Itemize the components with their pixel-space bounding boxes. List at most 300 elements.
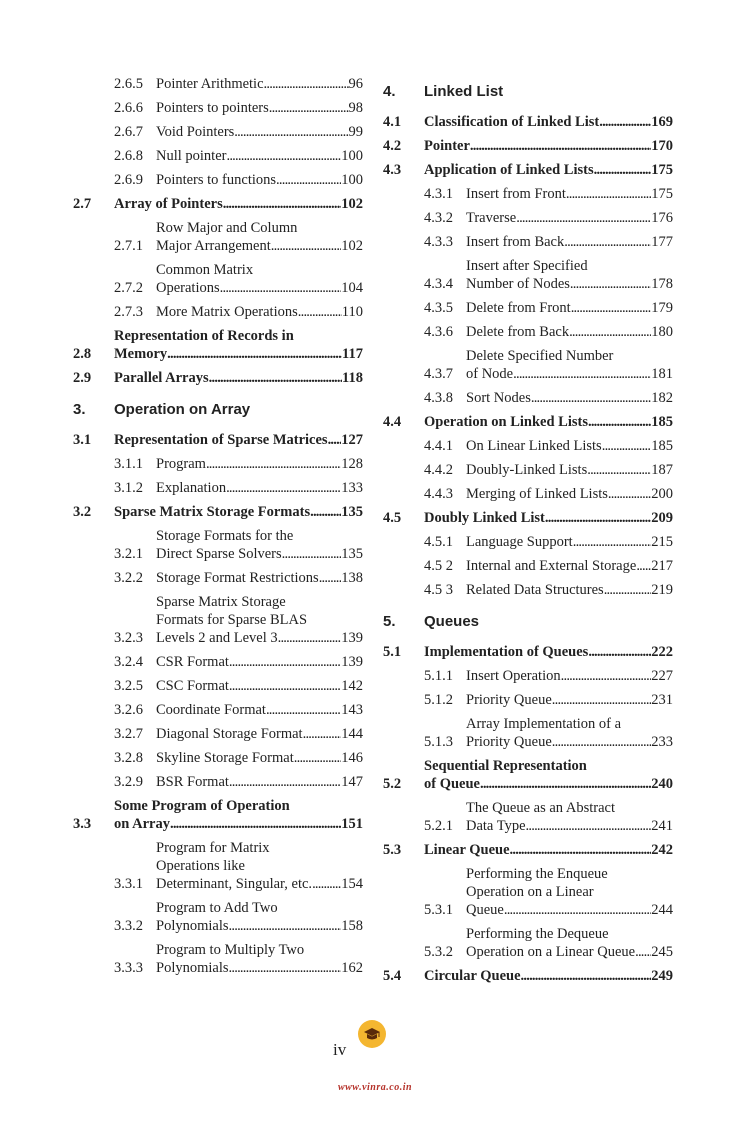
- toc-title: [114, 327, 363, 363]
- toc-subsection: [383, 533, 673, 557]
- dot-leader: [276, 171, 341, 189]
- toc-number: 5.: [383, 613, 396, 630]
- toc-page-number: 144: [341, 726, 363, 742]
- toc-title-line: Merging of Linked Lists: [466, 486, 608, 502]
- dot-leader: [229, 917, 342, 935]
- toc-title: [424, 509, 673, 527]
- toc-title-line: Delete from Front: [466, 300, 571, 316]
- dot-leader: [480, 775, 651, 793]
- toc-title: [466, 389, 673, 407]
- toc-title-line: Insert from Back: [466, 234, 565, 250]
- toc-title-line: Performing the Dequeue: [466, 926, 609, 942]
- toc-title: [466, 185, 673, 203]
- dot-leader: [271, 237, 341, 255]
- toc-title: [424, 83, 673, 101]
- dot-leader: [229, 653, 341, 671]
- toc-title: [466, 799, 673, 835]
- toc-title: [156, 303, 363, 321]
- toc-subsection: [383, 257, 673, 299]
- toc-subsection: [383, 209, 673, 233]
- toc-page-number: 209: [651, 510, 673, 526]
- toc-number: 4.4.3: [424, 486, 453, 502]
- toc-title-line: Null pointer: [156, 148, 227, 164]
- toc-title-line: Row Major and Column: [156, 220, 298, 236]
- dot-leader: [526, 817, 652, 835]
- toc-title-line: Delete from Back: [466, 324, 570, 340]
- toc-title-line: Program to Multiply Two: [156, 942, 305, 958]
- toc-number: 5.3.1: [424, 902, 453, 918]
- toc-title-line: Implementation of Queues: [424, 644, 589, 660]
- toc-page-number: 178: [651, 276, 673, 292]
- page-number: iv: [333, 1040, 347, 1059]
- toc-page-number: 118: [342, 370, 363, 386]
- toc-page-number: 170: [651, 138, 673, 154]
- toc-subsection: [383, 667, 673, 691]
- toc-page-number: 200: [651, 486, 673, 502]
- dot-leader: [566, 185, 651, 203]
- toc-subsection: [73, 569, 363, 593]
- toc-section: [383, 643, 673, 667]
- toc-subsection: [73, 749, 363, 773]
- dot-leader: [278, 629, 342, 647]
- dot-leader: [226, 147, 341, 165]
- dot-leader: [220, 279, 342, 297]
- toc-title-line: Insert Operation: [466, 668, 561, 684]
- toc-title-line: Diagonal Storage Format: [156, 726, 303, 742]
- toc-title: [114, 195, 363, 213]
- toc-subsection: [73, 725, 363, 749]
- toc-page-number: 217: [651, 558, 673, 574]
- toc-title-line: Coordinate Format: [156, 702, 266, 718]
- dot-leader: [570, 275, 651, 293]
- toc-title: [466, 299, 673, 317]
- dot-leader: [312, 875, 341, 893]
- toc-number: 2.6.9: [114, 172, 143, 188]
- toc-page-number: 99: [348, 124, 363, 140]
- toc-subsection: [73, 75, 363, 99]
- toc-number: 4.5: [383, 510, 402, 526]
- toc-number: 5.2: [383, 776, 402, 792]
- toc-title-line: Queue: [466, 902, 504, 918]
- toc-title-line: Some Program of Operation: [114, 798, 290, 814]
- dot-leader: [310, 503, 341, 521]
- dot-leader: [328, 431, 342, 449]
- toc-number: 4.3.6: [424, 324, 453, 340]
- toc-column-right: [383, 75, 673, 991]
- toc-page-number: 242: [651, 842, 673, 858]
- toc-page-number: 240: [651, 776, 673, 792]
- toc-subsection: [383, 347, 673, 389]
- toc-subsection: [73, 677, 363, 701]
- toc-title: [156, 569, 363, 587]
- toc-title-line: Pointers to pointers: [156, 100, 269, 116]
- toc-number: 5.2.1: [424, 818, 453, 834]
- toc-subsection: [383, 581, 673, 605]
- dot-leader: [587, 461, 651, 479]
- dot-leader: [552, 691, 651, 709]
- toc-title: [466, 257, 673, 293]
- toc-number: 2.6.7: [114, 124, 143, 140]
- toc-title-line: Application of Linked Lists: [424, 162, 594, 178]
- toc-title-line: More Matrix Operations: [156, 304, 298, 320]
- toc-number: 3.3.2: [114, 918, 143, 934]
- toc-title: [156, 899, 363, 935]
- toc-title-line: Linear Queue: [424, 842, 510, 858]
- toc-title: [114, 401, 363, 419]
- toc-title-line: Explanation: [156, 480, 227, 496]
- toc-subsection: [383, 485, 673, 509]
- toc-chapter: [383, 605, 673, 643]
- toc-number: 2.6.8: [114, 148, 143, 164]
- toc-title-line: Array of Pointers: [114, 196, 223, 212]
- toc-page-number: 227: [651, 668, 673, 684]
- toc-title: [114, 431, 363, 449]
- toc-subsection: [383, 925, 673, 967]
- toc-section: [73, 195, 363, 219]
- toc-title: [156, 261, 363, 297]
- toc-title-line: Direct Sparse Solvers: [156, 546, 282, 562]
- toc-title: [424, 841, 673, 859]
- toc-title-line: Sparse Matrix Storage Formats: [114, 504, 311, 520]
- toc-number: 5.1.1: [424, 668, 453, 684]
- dot-leader: [604, 581, 652, 599]
- dot-leader: [531, 389, 651, 407]
- toc-title-line: Program for Matrix: [156, 840, 270, 856]
- toc-section: [73, 369, 363, 393]
- toc-title: [466, 865, 673, 919]
- toc-page-number: 185: [651, 438, 673, 454]
- toc-title: [156, 479, 363, 497]
- toc-number: 4.5.1: [424, 534, 453, 550]
- toc-number: 3.2.9: [114, 774, 143, 790]
- toc-page-number: 100: [341, 172, 363, 188]
- toc-number: 4.3.8: [424, 390, 453, 406]
- toc-subsection: [383, 323, 673, 347]
- dot-leader: [294, 749, 342, 767]
- toc-title: [424, 161, 673, 179]
- toc-subsection: [73, 701, 363, 725]
- toc-subsection: [383, 557, 673, 581]
- toc-page-number: 162: [341, 960, 363, 976]
- toc-number: 4.3.2: [424, 210, 453, 226]
- toc-title-line: Doubly-Linked Lists: [466, 462, 588, 478]
- toc-subsection: [73, 941, 363, 983]
- toc-page-number: 180: [651, 324, 673, 340]
- toc-section: [383, 757, 673, 799]
- dot-leader: [569, 323, 651, 341]
- toc-page-number: 169: [651, 114, 673, 130]
- dot-leader: [209, 369, 342, 387]
- toc-title: [424, 643, 673, 661]
- toc-number: 4.3: [383, 162, 402, 178]
- toc-page-number: 175: [651, 186, 673, 202]
- toc-page-number: 241: [651, 818, 673, 834]
- toc-number: 3.3.3: [114, 960, 143, 976]
- toc-page-number: 143: [341, 702, 363, 718]
- toc-subsection: [73, 99, 363, 123]
- toc-page-number: 135: [341, 546, 363, 562]
- toc-title-line: Operation on a Linear Queue: [466, 944, 636, 960]
- toc-number: 3.3.1: [114, 876, 143, 892]
- toc-title: [466, 347, 673, 383]
- toc-title-line: Program: [156, 456, 206, 472]
- toc-number: 3.1: [73, 432, 92, 448]
- toc-title: [466, 667, 673, 685]
- toc-title-line: Polynomials: [156, 918, 229, 934]
- toc-title-line: Polynomials: [156, 960, 229, 976]
- toc-title-line: Sequential Representation: [424, 758, 587, 774]
- toc-number: 2.7.1: [114, 238, 143, 254]
- dot-leader: [229, 959, 342, 977]
- toc-page-number: 128: [341, 456, 363, 472]
- toc-title-line: Major Arrangement: [156, 238, 271, 254]
- dot-leader: [319, 569, 342, 587]
- toc-page-number: 110: [341, 304, 363, 320]
- toc-title-line: Insert after Specified: [466, 258, 588, 274]
- toc-title-line: Classification of Linked List: [424, 114, 600, 130]
- dot-leader: [264, 75, 349, 93]
- toc-number: 4.3.4: [424, 276, 453, 292]
- toc-page-number: 133: [341, 480, 363, 496]
- toc-subsection: [73, 171, 363, 195]
- toc-title-line: Pointers to functions: [156, 172, 277, 188]
- toc-subsection: [383, 461, 673, 485]
- toc-title-line: Program to Add Two: [156, 900, 278, 916]
- dot-leader: [561, 667, 652, 685]
- toc-subsection: [73, 123, 363, 147]
- toc-number: 4.4.1: [424, 438, 453, 454]
- toc-number: 3.2.4: [114, 654, 143, 670]
- toc-title: [466, 557, 673, 575]
- toc-subsection: [383, 233, 673, 257]
- toc-subsection: [383, 799, 673, 841]
- toc-title-line: Internal and External Storage: [466, 558, 637, 574]
- toc-subsection: [73, 653, 363, 677]
- toc-section: [73, 431, 363, 455]
- dot-leader: [636, 557, 651, 575]
- toc-title: [156, 725, 363, 743]
- dot-leader: [298, 303, 342, 321]
- toc-page-number: 117: [342, 346, 363, 362]
- toc-page-number: 181: [651, 366, 673, 382]
- toc-title-line: of Queue: [424, 776, 480, 792]
- publisher-logo: [358, 1020, 386, 1048]
- toc-title: [424, 413, 673, 431]
- toc-title-line: Performing the Enqueue: [466, 866, 608, 882]
- toc-number: 3.3: [73, 816, 92, 832]
- toc-number: 5.1.2: [424, 692, 453, 708]
- toc-title: [156, 219, 363, 255]
- toc-title-line: Linked List: [424, 83, 504, 100]
- toc-number: 2.9: [73, 370, 92, 386]
- toc-section: [383, 841, 673, 865]
- toc-title-line: Operation on Array: [114, 401, 251, 418]
- toc-title: [156, 653, 363, 671]
- toc-title-line: Representation of Records in: [114, 328, 294, 344]
- toc-number: 4.5 3: [424, 582, 453, 598]
- toc-page-number: 146: [341, 750, 363, 766]
- toc-title-line: on Array: [114, 816, 170, 832]
- toc-title: [156, 75, 363, 93]
- toc-subsection: [73, 219, 363, 261]
- toc-page-number: 139: [341, 654, 363, 670]
- toc-title: [466, 437, 673, 455]
- toc-page-number: 233: [651, 734, 673, 750]
- toc-subsection: [73, 455, 363, 479]
- toc-title-line: Operation on Linked Lists: [424, 414, 588, 430]
- dot-leader: [167, 345, 342, 363]
- toc-title-line: CSC Format: [156, 678, 229, 694]
- toc-title: [424, 613, 673, 631]
- toc-title-line: Pointer Arithmetic: [156, 76, 264, 92]
- toc-title: [156, 677, 363, 695]
- toc-title: [466, 715, 673, 751]
- toc-subsection: [383, 715, 673, 757]
- toc-number: 4.4: [383, 414, 402, 430]
- toc-subsection: [383, 389, 673, 413]
- toc-number: 5.4: [383, 968, 402, 984]
- toc-title: [156, 773, 363, 791]
- toc-page-number: 139: [341, 630, 363, 646]
- dot-leader: [573, 533, 652, 551]
- toc-number: 3.2.3: [114, 630, 143, 646]
- dot-leader: [470, 137, 651, 155]
- toc-number: 4.5 2: [424, 558, 453, 574]
- toc-page-number: 98: [348, 100, 363, 116]
- toc-section: [73, 503, 363, 527]
- toc-number: 2.7: [73, 196, 92, 212]
- toc-subsection: [383, 185, 673, 209]
- dot-leader: [588, 413, 651, 431]
- toc-page-number: 102: [341, 238, 363, 254]
- toc-subsection: [73, 593, 363, 653]
- toc-page-number: 142: [341, 678, 363, 694]
- toc-number: 5.1: [383, 644, 402, 660]
- toc-page-number: 102: [341, 196, 363, 212]
- toc-page-number: 222: [651, 644, 673, 660]
- website-url: www.vinra.co.in: [337, 1082, 413, 1093]
- toc-title: [466, 461, 673, 479]
- toc-number: 4.4.2: [424, 462, 453, 478]
- dot-leader: [552, 733, 651, 751]
- toc-title: [156, 123, 363, 141]
- toc-title: [424, 967, 673, 985]
- toc-title: [156, 941, 363, 977]
- toc-page-number: 249: [651, 968, 673, 984]
- toc-title-line: Common Matrix: [156, 262, 254, 278]
- dot-leader: [571, 299, 652, 317]
- toc-title: [156, 527, 363, 563]
- toc-page-number: 138: [341, 570, 363, 586]
- toc-page-number: 175: [651, 162, 673, 178]
- toc-number: 4.: [383, 83, 396, 100]
- toc-page-number: 100: [341, 148, 363, 164]
- dot-leader: [516, 209, 651, 227]
- toc-title-line: On Linear Linked Lists: [466, 438, 602, 454]
- toc-title: [466, 691, 673, 709]
- toc-number: 5.3: [383, 842, 402, 858]
- toc-number: 4.3.7: [424, 366, 453, 382]
- graduation-cap-icon: [363, 1026, 381, 1042]
- toc-title: [466, 533, 673, 551]
- toc-title: [156, 839, 363, 893]
- toc-title: [156, 99, 363, 117]
- dot-leader: [234, 123, 348, 141]
- dot-leader: [564, 233, 651, 251]
- dot-leader: [588, 643, 651, 661]
- toc-title-line: The Queue as an Abstract: [466, 800, 615, 816]
- toc-page-number: 244: [651, 902, 673, 918]
- toc-number: 3.2.5: [114, 678, 143, 694]
- toc-page-number: 176: [651, 210, 673, 226]
- toc-title: [156, 147, 363, 165]
- toc-title-line: Operation on a Linear: [466, 884, 594, 900]
- toc-title-line: of Node: [466, 366, 514, 382]
- toc-title-line: Parallel Arrays: [114, 370, 209, 386]
- dot-leader: [206, 455, 341, 473]
- toc-number: 3.2: [73, 504, 92, 520]
- toc-page-number: 104: [341, 280, 363, 296]
- toc-subsection: [73, 303, 363, 327]
- toc-title-line: Insert from Front: [466, 186, 566, 202]
- toc-section: [383, 413, 673, 437]
- toc-page-number: 151: [341, 816, 363, 832]
- toc-title: [424, 113, 673, 131]
- toc-page-number: 179: [651, 300, 673, 316]
- toc-number: 3.1.1: [114, 456, 143, 472]
- toc-title: [114, 797, 363, 833]
- dot-leader: [170, 815, 341, 833]
- toc-title: [156, 593, 363, 647]
- dot-leader: [599, 113, 651, 131]
- toc-title-line: Memory: [114, 346, 168, 362]
- dot-leader: [602, 437, 652, 455]
- toc-title-line: Storage Formats for the: [156, 528, 294, 544]
- toc-number: 3.: [73, 401, 86, 418]
- toc-number: 3.2.1: [114, 546, 143, 562]
- toc-subsection: [73, 261, 363, 303]
- toc-section: [73, 327, 363, 369]
- toc-title: [114, 369, 363, 387]
- dot-leader: [635, 943, 651, 961]
- toc-page-number: 182: [651, 390, 673, 406]
- toc-title-line: Sparse Matrix Storage: [156, 594, 286, 610]
- dot-leader: [510, 841, 652, 859]
- toc-title-line: Void Pointers: [156, 124, 235, 140]
- dot-leader: [521, 967, 652, 985]
- toc-number: 2.6.6: [114, 100, 143, 116]
- toc-page-number: 127: [341, 432, 363, 448]
- toc-number: 4.3.5: [424, 300, 453, 316]
- toc-title-line: Representation of Sparse Matrices: [114, 432, 328, 448]
- toc-number: 3.2.7: [114, 726, 143, 742]
- toc-column-left: [73, 75, 363, 983]
- toc-chapter: [73, 393, 363, 431]
- toc-title-line: Operations: [156, 280, 220, 296]
- toc-section: [383, 161, 673, 185]
- toc-subsection: [383, 691, 673, 715]
- dot-leader: [608, 485, 651, 503]
- toc-subsection: [73, 839, 363, 899]
- dot-leader: [282, 545, 342, 563]
- toc-title-line: Determinant, Singular, etc.: [156, 876, 313, 892]
- toc-page-number: 177: [651, 234, 673, 250]
- toc-title: [156, 171, 363, 189]
- toc-number: 5.3.2: [424, 944, 453, 960]
- toc-page-number: 219: [651, 582, 673, 598]
- dot-leader: [545, 509, 651, 527]
- toc-number: 2.7.3: [114, 304, 143, 320]
